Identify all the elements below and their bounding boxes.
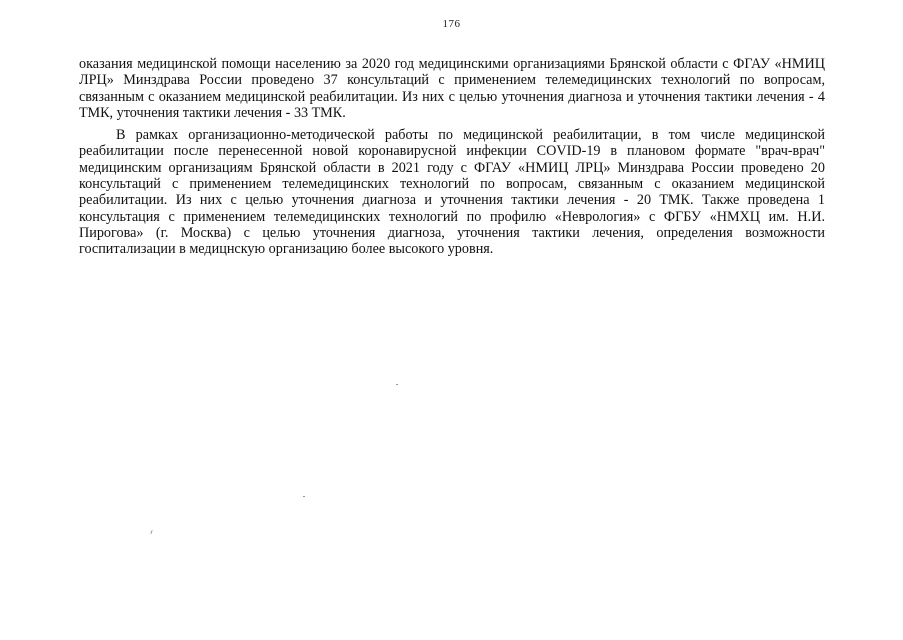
page-number: 176 xyxy=(442,18,461,30)
scan-speck xyxy=(396,384,398,385)
scan-speck xyxy=(150,530,152,534)
paragraph-telemedicine-consultations: В рамках организационно-методической работы по медицинской реабилитации, в том числе медицинской реабилитации после перенесенной новой коронавирусной инфекции COVID-19 в плановом формате "врач-врач" медицинским организациям Брянской области в 2021 году с ФГАУ «НМИЦ ЛРЦ» Минздрава России проведено 20 консультаций с применением телемедицинских технологий по вопросам, связанным с оказанием медицинской реабилитации. Из них с целью уточнения диагноза и уточнения тактики лечения - 20 ТМК. Также проведена 1 консультация с применением телемедицинских технологий по профилю «Неврология» с ФГБУ «НМХЦ им. Н.И. Пирогова» (г. Москва) с целью уточнения диагноза, уточнения тактики лечения, определения возможности госпитализации в медицнскую организацию более высокого уровня. xyxy=(79,127,825,258)
paragraph-continuation: оказания медицинской помощи населению за 2020 год медицинскими организациями Брянской области с ФГАУ «НМИЦ ЛРЦ» Минздрава России проведено 37 консультаций с применением телемедицинских технологий по вопросам, связанным с оказанием медицинской реабилитации. Из них с целью уточнения диагноза и уточнения тактики лечения - 4 ТМК, уточнения тактики лечения - 33 ТМК. xyxy=(79,56,825,121)
page-body xyxy=(79,56,825,258)
scan-speck xyxy=(303,496,305,497)
